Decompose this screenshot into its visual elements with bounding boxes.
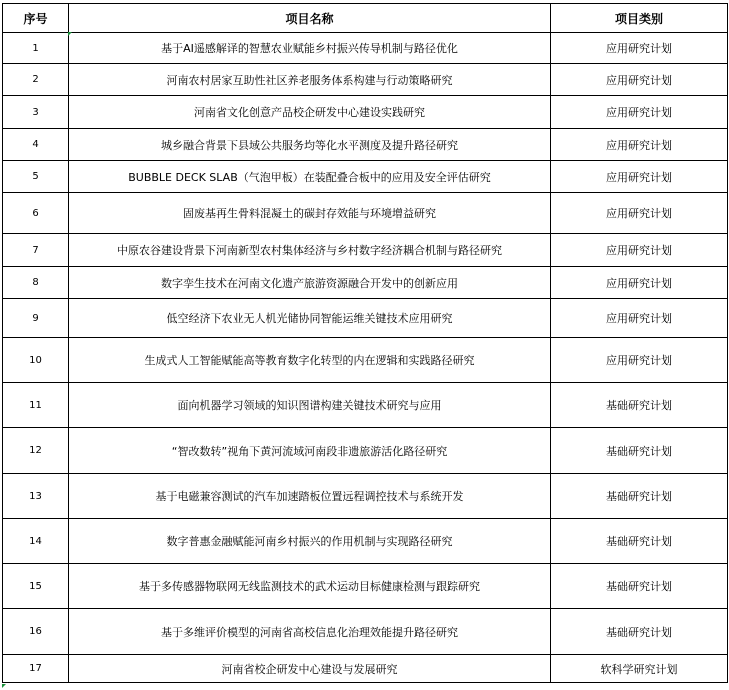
table-row — [3, 129, 728, 161]
cell-category[interactable]: 应用研究计划 — [551, 338, 728, 383]
table-row — [3, 33, 728, 64]
table-row — [3, 64, 728, 96]
cell-no[interactable]: 9 — [3, 299, 69, 338]
table-row — [3, 428, 728, 474]
cell-category[interactable]: 应用研究计划 — [551, 129, 728, 161]
cell-name[interactable]: 河南省校企研发中心建设与发展研究 — [69, 655, 551, 683]
header-category[interactable]: 项目类别 — [551, 4, 728, 33]
table-row — [3, 655, 728, 683]
cell-name[interactable]: 低空经济下农业无人机光储协同智能运维关键技术应用研究 — [69, 299, 551, 338]
cell-category[interactable]: 应用研究计划 — [551, 193, 728, 234]
cell-category[interactable]: 应用研究计划 — [551, 299, 728, 338]
cell-no[interactable]: 5 — [3, 161, 69, 193]
cell-category[interactable]: 应用研究计划 — [551, 161, 728, 193]
table-row — [3, 609, 728, 655]
cell-no[interactable]: 1 — [3, 33, 69, 64]
cell-category[interactable]: 基础研究计划 — [551, 428, 728, 474]
cell-category[interactable]: 应用研究计划 — [551, 234, 728, 267]
cell-name[interactable]: BUBBLE DECK SLAB（气泡甲板）在装配叠合板中的应用及安全评估研究 — [69, 161, 551, 193]
table-row — [3, 161, 728, 193]
cell-name[interactable]: 城乡融合背景下县域公共服务均等化水平测度及提升路径研究 — [69, 129, 551, 161]
cell-category[interactable]: 基础研究计划 — [551, 474, 728, 519]
cell-no[interactable]: 2 — [3, 64, 69, 96]
cell-no[interactable]: 15 — [3, 564, 69, 609]
header-row — [3, 4, 728, 33]
header-no[interactable]: 序号 — [3, 4, 69, 33]
cell-name[interactable]: 固废基再生骨料混凝土的碳封存效能与环境增益研究 — [69, 193, 551, 234]
cell-comment-marker — [2, 684, 6, 688]
cell-no[interactable]: 7 — [3, 234, 69, 267]
table-row — [3, 474, 728, 519]
cell-name[interactable]: 数字普惠金融赋能河南乡村振兴的作用机制与实现路径研究 — [69, 519, 551, 564]
cell-name[interactable]: 数字孪生技术在河南文化遗产旅游资源融合开发中的创新应用 — [69, 267, 551, 299]
cell-category[interactable]: 基础研究计划 — [551, 383, 728, 428]
table-row — [3, 234, 728, 267]
cell-no[interactable]: 6 — [3, 193, 69, 234]
cell-name[interactable]: 面向机器学习领域的知识图谱构建关键技术研究与应用 — [69, 383, 551, 428]
table-row — [3, 96, 728, 129]
cell-name[interactable]: 基于多维评价模型的河南省高校信息化治理效能提升路径研究 — [69, 609, 551, 655]
cell-no[interactable]: 17 — [3, 655, 69, 683]
cell-no[interactable]: 12 — [3, 428, 69, 474]
cell-no[interactable]: 11 — [3, 383, 69, 428]
cell-category[interactable]: 基础研究计划 — [551, 564, 728, 609]
header-name[interactable]: 项目名称 — [69, 4, 551, 33]
cell-name[interactable]: 基于电磁兼容测试的汽车加速踏板位置远程调控技术与系统开发 — [69, 474, 551, 519]
cell-name[interactable]: 河南农村居家互助性社区养老服务体系构建与行动策略研究 — [69, 64, 551, 96]
cell-no[interactable]: 4 — [3, 129, 69, 161]
cell-no[interactable]: 16 — [3, 609, 69, 655]
table-row — [3, 383, 728, 428]
cell-category[interactable]: 应用研究计划 — [551, 33, 728, 64]
table-row — [3, 193, 728, 234]
table-row — [3, 519, 728, 564]
cell-category[interactable]: 软科学研究计划 — [551, 655, 728, 683]
cell-no[interactable]: 13 — [3, 474, 69, 519]
table-row — [3, 267, 728, 299]
cell-name[interactable]: 基于AI遥感解译的智慧农业赋能乡村振兴传导机制与路径优化 — [69, 33, 551, 64]
cell-category[interactable]: 应用研究计划 — [551, 64, 728, 96]
cell-name[interactable]: “智改数转”视角下黄河流域河南段非遗旅游活化路径研究 — [69, 428, 551, 474]
cell-name[interactable]: 中原农谷建设背景下河南新型农村集体经济与乡村数字经济耦合机制与路径研究 — [69, 234, 551, 267]
cell-name[interactable]: 生成式人工智能赋能高等教育数字化转型的内在逻辑和实践路径研究 — [69, 338, 551, 383]
cell-category[interactable]: 基础研究计划 — [551, 609, 728, 655]
cell-no[interactable]: 8 — [3, 267, 69, 299]
cell-category[interactable]: 应用研究计划 — [551, 96, 728, 129]
cell-name[interactable]: 基于多传感器物联网无线监测技术的武术运动目标健康检测与跟踪研究 — [69, 564, 551, 609]
cell-name[interactable]: 河南省文化创意产品校企研发中心建设实践研究 — [69, 96, 551, 129]
cell-no[interactable]: 10 — [3, 338, 69, 383]
table-row — [3, 299, 728, 338]
cell-category[interactable]: 应用研究计划 — [551, 267, 728, 299]
table-row — [3, 338, 728, 383]
project-table — [2, 3, 728, 683]
cell-no[interactable]: 3 — [3, 96, 69, 129]
cell-category[interactable]: 基础研究计划 — [551, 519, 728, 564]
table-row — [3, 564, 728, 609]
cell-comment-marker — [68, 32, 72, 36]
cell-no[interactable]: 14 — [3, 519, 69, 564]
